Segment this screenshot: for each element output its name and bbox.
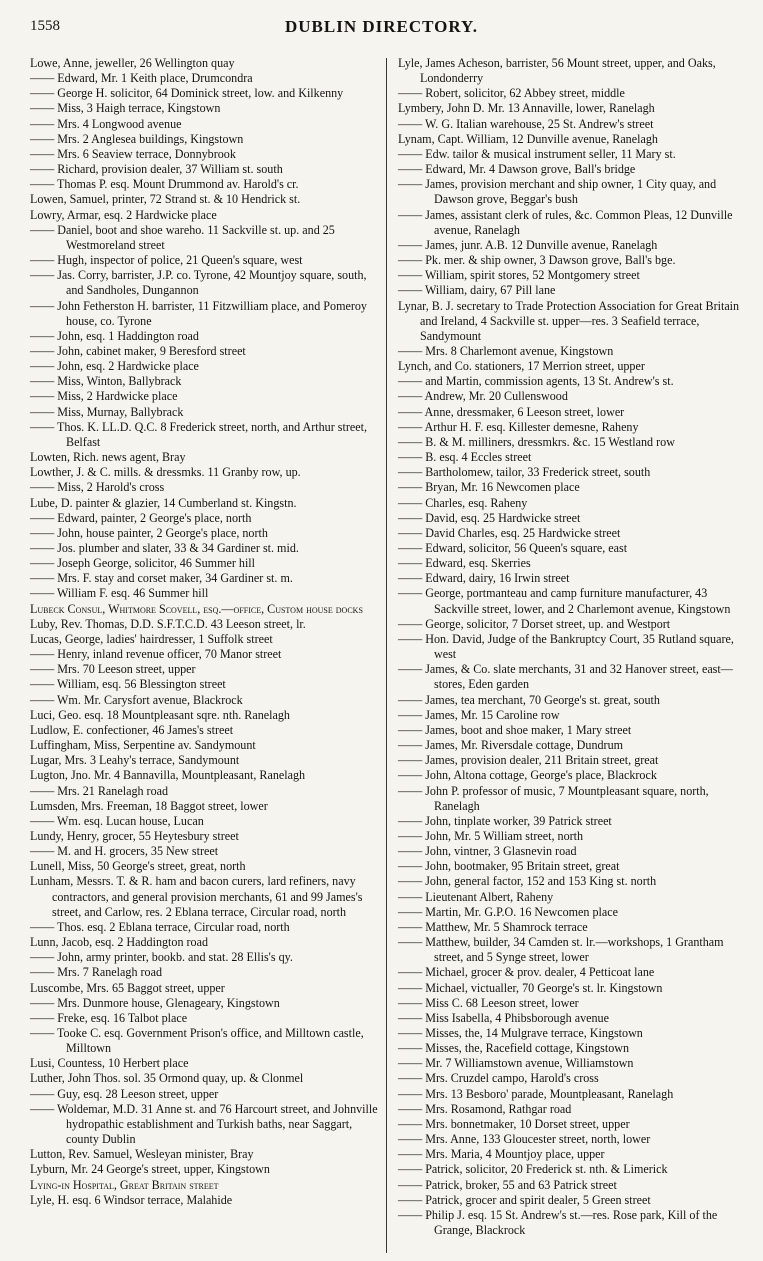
directory-entry: —— Misses, the, Racefield cottage, Kingstown	[398, 1041, 630, 1056]
directory-entry: Lyle, H. esq. 6 Windsor terrace, Malahide	[30, 1192, 233, 1207]
page-title: DUBLIN DIRECTORY.	[284, 17, 479, 36]
directory-entry: —— Michael, victualler, 70 George's st. lr. Kingstown	[398, 980, 663, 995]
directory-entry: —— Daniel, boot and shoe wareho. 11 Sackville st. up. and 25 Westmoreland street	[30, 222, 335, 252]
directory-entry: —— Mrs. 21 Ranelagh road	[30, 783, 169, 798]
directory-entry: —— John, esq. 2 Hardwicke place	[30, 359, 199, 374]
directory-entry: —— Bartholomew, tailor, 33 Frederick street, south	[398, 465, 651, 480]
page-header	[22, 14, 741, 40]
directory-entry: —— Lieutenant Albert, Raheny	[398, 889, 554, 904]
directory-entry: —— Matthew, Mr. 5 Shamrock terrace	[398, 919, 588, 934]
directory-entry: —— Freke, esq. 16 Talbot place	[30, 1010, 188, 1025]
directory-entry: —— Edw. tailor & musical instrument seller, 11 Mary st.	[398, 146, 676, 161]
directory-entry: —— Arthur H. F. esq. Killester demesne, Raheny	[398, 419, 639, 434]
directory-entry: —— Pk. mer. & ship owner, 3 Dawson grove, Ball's bge.	[398, 253, 676, 268]
directory-entry: —— Michael, grocer & prov. dealer, 4 Petticoat lane	[398, 965, 655, 980]
directory-entry: —— James, assistant clerk of rules, &c. Common Pleas, 12 Dunville avenue, Ranelagh	[398, 207, 733, 237]
directory-entry: —— B. & M. milliners, dressmkrs. &c. 15 Westland row	[398, 434, 675, 449]
directory-entry: —— Philip J. esq. 15 St. Andrew's st.—res. Rose park, Kill of the Grange, Blackrock	[398, 1207, 718, 1238]
directory-entry: —— George, solicitor, 7 Dorset street, up. and Westport	[398, 616, 671, 631]
directory-entry: Luther, John Thos. sol. 35 Ormond quay, up. & Clonmel	[30, 1071, 304, 1086]
directory-entry: —— Miss C. 68 Leeson street, lower	[398, 995, 579, 1010]
directory-entry: —— John, general factor, 152 and 153 King st. north	[398, 874, 657, 889]
directory-entry: —— Mrs. 4 Longwood avenue	[30, 116, 182, 131]
directory-entry: —— Miss Isabella, 4 Phibsborough avenue	[398, 1010, 609, 1025]
directory-entry: —— David, esq. 25 Hardwicke street	[398, 510, 581, 525]
directory-entry: —— John Fetherston H. barrister, 11 Fitzwilliam place, and Pomeroy house, co. Tyrone	[30, 298, 367, 328]
directory-entry: Lowry, Armar, esq. 2 Hardwicke place	[30, 207, 217, 222]
directory-entry: —— Henry, inland revenue officer, 70 Manor street	[30, 647, 282, 662]
directory-entry: —— Thos. esq. 2 Eblana terrace, Circular road, north	[30, 919, 290, 934]
directory-entry: —— Patrick, broker, 55 and 63 Patrick street	[398, 1177, 617, 1192]
directory-entry: —— Tooke C. esq. Government Prison's office, and Milltown castle, Milltown	[30, 1026, 364, 1056]
directory-entry: —— Bryan, Mr. 16 Newcomen place	[398, 480, 580, 495]
directory-entry: —— John, army printer, bookb. and stat. 28 Ellis's qy.	[30, 950, 293, 965]
column-divider	[386, 58, 387, 1253]
right-column	[390, 56, 741, 1238]
directory-entry: —— Richard, provision dealer, 37 William st. south	[30, 162, 283, 177]
directory-entry: —— Patrick, grocer and spirit dealer, 5 Green street	[398, 1192, 651, 1207]
directory-entry: —— John, Altona cottage, George's place, Blackrock	[398, 768, 657, 783]
directory-entry: —— Mrs. Maria, 4 Mountjoy place, upper	[398, 1147, 605, 1162]
directory-entry: —— Mrs. Cruzdel campo, Harold's cross	[398, 1071, 599, 1086]
directory-entry: Ludlow, E. confectioner, 46 James's street	[30, 722, 234, 737]
directory-entry: Luffingham, Miss, Serpentine av. Sandymount	[30, 738, 256, 753]
directory-entry: —— James, junr. A.B. 12 Dunville avenue, Ranelagh	[398, 237, 658, 252]
directory-entry: —— James, Mr. Riversdale cottage, Dundrum	[398, 738, 624, 753]
directory-entry: —— John, esq. 1 Haddington road	[30, 328, 199, 343]
directory-entry: —— John, tinplate worker, 39 Patrick street	[398, 813, 612, 828]
directory-entry: —— Guy, esq. 28 Leeson street, upper	[30, 1086, 219, 1101]
directory-entry: —— George H. solicitor, 64 Dominick street, low. and Kilkenny	[30, 86, 344, 101]
directory-entry: —— Matthew, builder, 34 Camden st. lr.—workshops, 1 Grantham street, and 5 Synge street, lower	[398, 935, 724, 965]
directory-entry: —— Mrs. 7 Ranelagh road	[30, 965, 162, 980]
directory-entry: —— M. and H. grocers, 35 New street	[30, 844, 219, 859]
directory-entry: Lowther, J. & C. mills. & dressmks. 11 Granby row, up.	[30, 465, 301, 480]
directory-entry: —— William, esq. 56 Blessington street	[30, 677, 226, 692]
directory-entry: —— James, tea merchant, 70 George's st. great, south	[398, 692, 660, 707]
directory-entry: —— Jos. plumber and slater, 33 & 34 Gardiner st. mid.	[30, 541, 299, 555]
directory-entry: Lube, D. painter & glazier, 14 Cumberland st. Kingstn.	[30, 495, 297, 510]
directory-entry: —— Woldemar, M.D. 31 Anne st. and 76 Harcourt street, and Johnville hydropathic establishment and Turkish baths, near Saggart, county Dublin	[30, 1101, 378, 1147]
directory-entry: Luby, Rev. Thomas, D.D. S.F.T.C.D. 43 Leeson street, lr.	[30, 616, 306, 631]
directory-entry: —— James, & Co. slate merchants, 31 and 32 Hanover street, east—stores, Eden garden	[398, 662, 733, 692]
directory-entry: —— David Charles, esq. 25 Hardwicke street	[398, 525, 621, 540]
directory-entry: —— Mrs. bonnetmaker, 10 Dorset street, upper	[398, 1116, 630, 1131]
directory-entry: Luci, Geo. esq. 18 Mountpleasant sqre. nth. Ranelagh	[30, 707, 290, 722]
directory-entry: —— Edward, dairy, 16 Irwin street	[398, 571, 570, 586]
directory-entry: Lugton, Jno. Mr. 4 Bannavilla, Mountpleasant, Ranelagh	[30, 768, 306, 783]
directory-entry: —— Mrs. 70 Leeson street, upper	[30, 662, 196, 677]
directory-entry: Lucas, George, ladies' hairdresser, 1 Suffolk street	[30, 631, 273, 646]
directory-entry: Lowten, Rich. news agent, Bray	[30, 450, 186, 465]
directory-entry: —— Edward, Mr. 4 Dawson grove, Ball's bridge	[398, 162, 636, 177]
directory-entry: —— James, provision dealer, 211 Britain street, great	[398, 753, 659, 768]
directory-entry: —— Martin, Mr. G.P.O. 16 Newcomen place	[398, 904, 619, 919]
directory-entry: —— John, cabinet maker, 9 Beresford street	[30, 343, 246, 358]
directory-entry: Lusi, Countess, 10 Herbert place	[30, 1056, 189, 1071]
directory-entry: —— Miss, Winton, Ballybrack	[30, 374, 182, 389]
directory-entry: —— B. esq. 4 Eccles street	[398, 450, 532, 465]
directory-entry: —— John, vintner, 3 Glasnevin road	[398, 844, 577, 859]
directory-entry: —— Mrs. 6 Seaview terrace, Donnybrook	[30, 146, 236, 161]
directory-entry: —— Mrs. 13 Besboro' parade, Mountpleasant, Ranelagh	[398, 1086, 674, 1101]
directory-entry: Lowen, Samuel, printer, 72 Strand st. & 10 Hendrick st.	[30, 192, 301, 207]
directory-entry: —— James, provision merchant and ship owner, 1 City quay, and Dawson grove, Beggar's bush	[398, 177, 717, 207]
directory-entry: —— Anne, dressmaker, 6 Leeson street, lower	[398, 404, 625, 419]
directory-entry: Lyburn, Mr. 24 George's street, upper, Kingstown	[30, 1162, 270, 1177]
directory-entry: —— John, bootmaker, 95 Britain street, great	[398, 859, 620, 874]
directory-entry: —— Edward, Mr. 1 Keith place, Drumcondra	[30, 71, 253, 86]
directory-entry: Lymbery, John D. Mr. 13 Annaville, lower, Ranelagh	[398, 101, 655, 116]
directory-entry: —— Hon. David, Judge of the Bankruptcy Court, 35 Rutland square, west	[398, 631, 734, 662]
directory-entry: —— Wm. Mr. Carysfort avenue, Blackrock	[30, 692, 243, 707]
directory-entry: —— Mrs. 8 Charlemont avenue, Kingstown	[398, 343, 614, 358]
directory-entry: Luscombe, Mrs. 65 Baggot street, upper	[30, 980, 225, 995]
directory-entry: —— Miss, 2 Harold's cross	[30, 480, 165, 495]
directory-entry: Lyle, James Acheson, barrister, 56 Mount street, upper, and Oaks, Londonderry	[398, 56, 716, 86]
directory-entry: —— and Martin, commission agents, 13 St. Andrew's st.	[398, 374, 674, 389]
directory-entry: —— James, Mr. 15 Caroline row	[398, 707, 560, 722]
directory-entry: Lunell, Miss, 50 George's street, great, north	[30, 859, 246, 874]
directory-entry: Lunn, Jacob, esq. 2 Haddington road	[30, 935, 209, 950]
left-column	[22, 56, 384, 1208]
directory-entry: —— Jas. Corry, barrister, J.P. co. Tyrone, 42 Mountjoy square, south, and Sandholes, Dungannon	[30, 268, 367, 298]
directory-entry: —— Charles, esq. Raheny	[398, 495, 528, 510]
directory-entry: —— Misses, the, 14 Mulgrave terrace, Kingstown	[398, 1026, 643, 1040]
directory-entry: —— Andrew, Mr. 20 Cullenswood	[398, 389, 568, 404]
directory-entry: Lubeck Consul, Whitmore Scovell, esq.—office, Custom house docks	[30, 601, 363, 616]
directory-entry: —— Joseph George, solicitor, 46 Summer hill	[30, 556, 256, 571]
directory-entry: —— Edward, painter, 2 George's place, north	[30, 510, 252, 525]
directory-entry: —— James, boot and shoe maker, 1 Mary street	[398, 722, 632, 737]
directory-entry: Lying-in Hospital, Great Britain street	[30, 1177, 219, 1192]
directory-entry: Lutton, Rev. Samuel, Wesleyan minister, Bray	[30, 1147, 254, 1162]
directory-entry: —— Edward, solicitor, 56 Queen's square, east	[398, 541, 628, 555]
directory-entry: —— Miss, 2 Hardwicke place	[30, 389, 178, 404]
directory-entry: —— Wm. esq. Lucan house, Lucan	[30, 813, 204, 828]
directory-entry: —— George, portmanteau and camp furniture manufacturer, 43 Sackville street, lower, and 2 Charlemont avenue, Kingstown	[398, 586, 731, 616]
directory-entry: —— Mrs. Rosamond, Rathgar road	[398, 1101, 572, 1116]
directory-entry: —— W. G. Italian warehouse, 25 St. Andrew's street	[398, 116, 654, 131]
directory-entry: —— Hugh, inspector of police, 21 Queen's square, west	[30, 253, 303, 268]
directory-entry: —— William F. esq. 46 Summer hill	[30, 586, 209, 601]
directory-entry: —— Miss, Murnay, Ballybrack	[30, 404, 184, 419]
directory-entry: —— Mrs. Anne, 133 Gloucester street, north, lower	[398, 1132, 651, 1147]
directory-entry: Lynam, Capt. William, 12 Dunville avenue, Ranelagh	[398, 131, 658, 146]
page-number: 1558	[30, 18, 60, 34]
directory-entry: —— Mrs. Dunmore house, Glenageary, Kingstown	[30, 995, 280, 1010]
directory-entry: Lugar, Mrs. 3 Leahy's terrace, Sandymount	[30, 753, 240, 768]
directory-entry: Lundy, Henry, grocer, 55 Heytesbury street	[30, 828, 239, 843]
directory-entry: Lunham, Messrs. T. & R. ham and bacon curers, lard refiners, navy contractors, and general provision merchants, 61 and 99 James's street, and Carlow, res. 2 Eblana terrace, Circular road, north	[30, 874, 363, 919]
directory-entry: Lowe, Anne, jeweller, 26 Wellington quay	[30, 56, 235, 70]
directory-entry: Lumsden, Mrs. Freeman, 18 Baggot street, lower	[30, 798, 268, 813]
directory-entry: Lynch, and Co. stationers, 17 Merrion street, upper	[398, 359, 645, 374]
directory-entry: —— Mr. 7 Williamstown avenue, Williamstown	[398, 1056, 634, 1071]
directory-entry: —— Robert, solicitor, 62 Abbey street, middle	[398, 86, 625, 101]
directory-entry: —— William, spirit stores, 52 Montgomery street	[398, 268, 640, 283]
directory-entry: —— William, dairy, 67 Pill lane	[398, 283, 556, 298]
directory-entry: —— Edward, esq. Skerries	[398, 556, 531, 571]
directory-entry: —— Miss, 3 Haigh terrace, Kingstown	[30, 101, 221, 116]
directory-entry: —— John, Mr. 5 William street, north	[398, 828, 584, 843]
directory-entry: —— Mrs. F. stay and corset maker, 34 Gardiner st. m.	[30, 571, 293, 586]
directory-entry: —— Thos. K. LL.D. Q.C. 8 Frederick street, north, and Arthur street, Belfast	[30, 419, 367, 449]
directory-entry: —— John, house painter, 2 George's place, north	[30, 525, 268, 540]
directory-entry: —— Patrick, solicitor, 20 Frederick st. nth. & Limerick	[398, 1162, 668, 1177]
directory-entry: —— John P. professor of music, 7 Mountpleasant square, north, Ranelagh	[398, 783, 709, 813]
directory-entry: —— Mrs. 2 Anglesea buildings, Kingstown	[30, 131, 244, 146]
directory-entry: Lynar, B. J. secretary to Trade Protection Association for Great Britain and Ireland, 4 Sackville st. upper—res. 3 Seafield terrace, Sandymount	[398, 298, 740, 343]
directory-entry: —— Thomas P. esq. Mount Drummond av. Harold's cr.	[30, 177, 299, 192]
